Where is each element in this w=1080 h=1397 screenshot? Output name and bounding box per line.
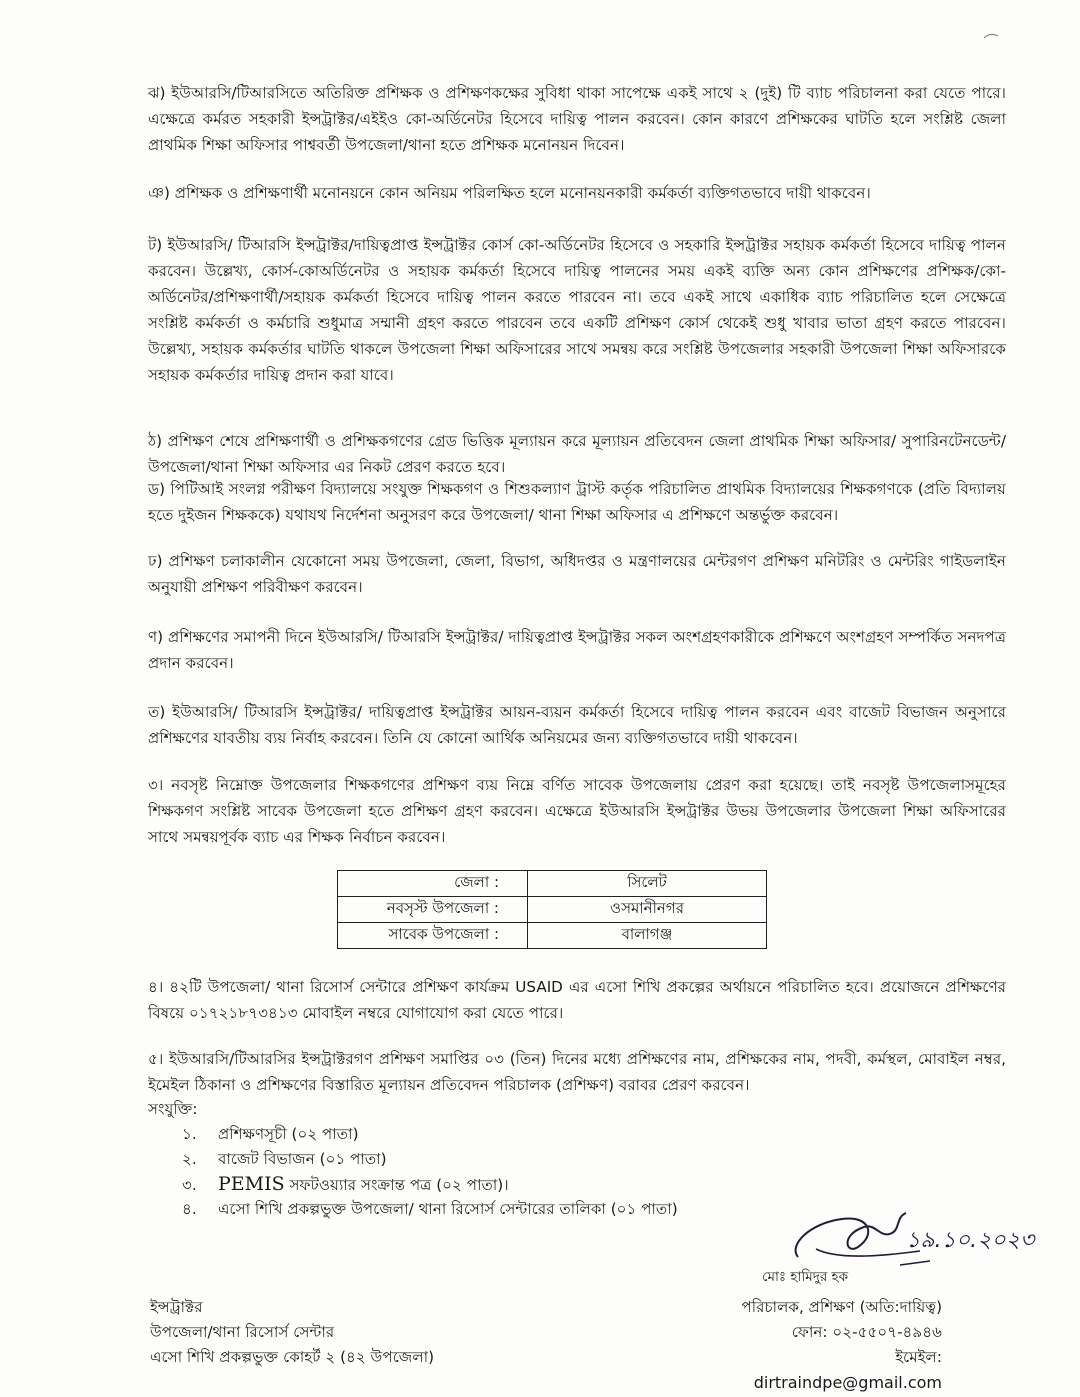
recipient-block [150, 1295, 434, 1370]
handwritten-signature [780, 1205, 1040, 1275]
email-label: ইমেইল: [895, 1348, 942, 1366]
item-number: ২. [182, 1150, 197, 1168]
table-row [338, 923, 767, 949]
item-text: এসো শিখি প্রকল্পভুক্ত উপজেলা/ থানা রিসোর্স সেন্টারের তালিকা (০১ পাতা) [218, 1200, 678, 1218]
paragraph-4: ৪। ৪২টি উপজেলা/ থানা রিসোর্স সেন্টারে প্রশিক্ষণ কার্যক্রম USAID এর এসো শিখি প্রকল্পের অর্থায়নে পরিচালিত হবে। প্রয়োজনে প্রশিক্ষণের বিষয়ে ০১৭২১৮৭৩৪১৩ মোবাইল নম্বরে যোগাযোগ করা যেতে পারে। [148, 978, 1006, 1022]
attachments-list [182, 1122, 678, 1222]
list-item [182, 1172, 678, 1197]
table-value: সিলেট [528, 871, 767, 897]
paragraph-ta: ট) ইউআরসি/ টিআরসি ইন্সট্রাক্টর/দায়িত্বপ্রাপ্ত ইন্সট্রাক্টর কোর্স কো-অর্ডিনেটর হিসেবে ও সহকারি ইন্সট্রাক্টর সহায়ক কর্মকর্তা হিসেবে দায়িত্ব পালন করবেন। উল্লেখ্য, কোর্স-কোঅর্ডিনেটর ও সহায়ক কর্মকর্তা হিসেবে দায়িত্ব পালনের সময় একই ব্যক্তি অন্য কোন প্রশিক্ষণের প্রশিক্ষক/কো-অর্ডিনেটর/প্রশিক্ষণার্থী/সহায়ক কর্মকর্তা হিসেবে দায়িত্ব পালন করতে পারবেন না। তবে একই সাথে একাধিক ব্যাচ পরিচালিত হলে সেক্ষেত্রে সংশ্লিষ্ট কর্মকর্তা ও কর্মচারি শুধুমাত্র সম্মানী গ্রহণ করতে পারবেন তবে একটি প্রশিক্ষণ কোর্স থেকেই শুধু খাবার ভাতা গ্রহণ করতে পারবেন। উল্লেখ্য, সহায়ক কর্মকর্তার ঘাটতি থাকলে উপজেলা শিক্ষা অফিসারের সাথে সমন্বয় করে সংশ্লিষ্ট উপজেলার সহকারী উপজেলা শিক্ষা অফিসারকে সহায়ক কর্মকর্তার দায়িত্ব প্রদান করা যাবে। [148, 236, 1006, 384]
sender-block [710, 1295, 942, 1396]
signatory-name: মোঃ হামিদুর হক [762, 1269, 849, 1285]
sender-designation: পরিচালক, প্রশিক্ষণ (অতি:দায়িত্ব) [741, 1298, 942, 1316]
item-text: প্রশিক্ষণসূচী (০২ পাতা) [218, 1125, 359, 1143]
sender-email-line [710, 1345, 942, 1396]
paragraph-jha: ঝ) ইউআরসি/টিআরসিতে অতিরিক্ত প্রশিক্ষক ও প্রশিক্ষণকক্ষের সুবিধা থাকা সাপেক্ষে একই সাথে ২ (দুই) টি ব্যাচ পরিচালনা করা যেতে পারে। এক্ষেত্রে কর্মরত সহকারী ইন্সট্রাক্টর/এইইও কো-অর্ডিনেটর হিসেবে দায়িত্ব পালন করবেন। কোন কারণে প্রশিক্ষকের ঘাটতি হলে সংশ্লিষ্ট জেলা প্রাথমিক শিক্ষা অফিসার পাশ্ববর্তী উপজেলা/থানা হতে প্রশিক্ষক মনোনয়ন দিবেন। [148, 84, 1006, 154]
table-key: জেলা : [338, 871, 528, 897]
paragraph-nya: ঞ) প্রশিক্ষক ও প্রশিক্ষণার্থী মনোনয়নে কোন অনিয়ম পরিলক্ষিত হলে মনোনয়নকারী কর্মকর্তা ব্যক্তিগতভাবে দায়ী থাকবেন। [148, 184, 871, 202]
paragraph-dha: ঢ) প্রশিক্ষণ চলাকালীন যেকোনো সময় উপজেলা, জেলা, বিভাগ, অধিদপ্তর ও মন্ত্রণালয়ের মেন্টরগণ প্রশিক্ষণ মনিটরিং ও মেন্টরিং গাইডলাইন অনুযায়ী প্রশিক্ষণ পরিবীক্ষণ করবেন। [148, 552, 1006, 596]
table-value: ওসমানীনগর [528, 897, 767, 923]
paragraph-5: ৫। ইউআরসি/টিআরসির ইন্সট্রাক্টরগণ প্রশিক্ষণ সমাপ্তির ০৩ (তিন) দিনের মধ্যে প্রশিক্ষণের নাম, প্রশিক্ষকের নাম, পদবী, কর্মস্থল, মোবাইল নম্বর, ইমেইল ঠিকানা ও প্রশিক্ষণের বিস্তারিত মূল্যায়ন প্রতিবেদন পরিচালক (প্রশিক্ষণ) বরাবর প্রেরণ করবেন। [148, 1050, 1006, 1094]
recipient-title: ইন্সট্রাক্টর [150, 1298, 203, 1316]
item-text: বাজেট বিভাজন (০১ পাতা) [218, 1150, 387, 1168]
paragraph-tha: ঠ) প্রশিক্ষণ শেষে প্রশিক্ষণার্থী ও প্রশিক্ষকগণের গ্রেড ভিত্তিক মূল্যায়ন করে মূল্যায়ন প্রতিবেদন জেলা প্রাথমিক শিক্ষা অফিসার/ সুপারিনটেনডেন্ট/ উপজেলা/থানা শিক্ষা অফিসার এর নিকট প্রেরণ করতে হবে। [148, 432, 1006, 476]
paragraph-na: ণ) প্রশিক্ষণের সমাপনী দিনে ইউআরসি/ টিআরসি ইন্সট্রাক্টর/ দায়িত্বপ্রাপ্ত ইন্সট্রাক্টর সকল অংশগ্রহণকারীকে প্রশিক্ষণে অংশগ্রহণ সম্পর্কিত সনদপত্র প্রদান করবেন। [148, 628, 1006, 672]
list-item [182, 1122, 678, 1147]
list-item [182, 1197, 678, 1222]
sender-phone: ফোন: ০২-৫৫০৭-৪৯৪৬ [791, 1323, 942, 1341]
paragraph-3: ৩। নবসৃষ্ট নিম্নোক্ত উপজেলার শিক্ষকগণের প্রশিক্ষণ ব্যয় নিম্নে বর্ণিত সাবেক উপজেলায় প্রেরণ করা হয়েছে। তাই নবসৃষ্ট উপজেলাসমূহের শিক্ষকগণ সংশ্লিষ্ট সাবেক উপজেলা হতে প্রশিক্ষণ গ্রহণ করবেন। এক্ষেত্রে ইউআরসি ইন্সট্রাক্টর উভয় উপজেলার উপজেলা শিক্ষা অফিসারের সাথে সমন্বয়পূর্বক ব্যাচ এর শিক্ষক নির্বাচন করবেন। [148, 776, 1006, 846]
item-number: ১. [182, 1125, 197, 1143]
item-number: ৩. [182, 1176, 197, 1194]
paragraph-ta-khanda: ত) ইউআরসি/ টিআরসি ইন্সট্রাক্টর/ দায়িত্বপ্রাপ্ত ইন্সট্রাক্টর আয়ন-ব্যয়ন কর্মকর্তা হিসেবে দায়িত্ব পালন করবেন এবং বাজেট বিভাজন অনুসারে প্রশিক্ষণের যাবতীয় ব্যয় নির্বাহ করবেন। তিনি যে কোনো আর্থিক অনিয়মের জন্য ব্যক্তিগতভাবে দায়ী থাকবেন। [148, 703, 1006, 747]
table-row [338, 897, 767, 923]
paragraph-da: ড) পিটিআই সংলগ্ন পরীক্ষণ বিদ্যালয়ে সংযুক্ত শিক্ষকগণ ও শিশুকল্যাণ ট্রাস্ট কর্তৃক পরিচালিত প্রাথমিক বিদ্যালয়ের শিক্ষকগণকে (প্রতি বিদ্যালয় হতে দুইজন শিক্ষককে) যথাযথ নির্দেশনা অনুসরণ করে উপজেলা/ থানা শিক্ষা অফিসার এ প্রশিক্ষণে অন্তর্ভুক্ত করবেন। [148, 480, 1006, 524]
attachments-heading: সংযুক্তি: [148, 1100, 198, 1118]
table-value: বালাগঞ্জ [528, 923, 767, 949]
recipient-project: এসো শিখি প্রকল্পভুক্ত কোহর্ট ২ (৪২ উপজেলা) [150, 1348, 435, 1366]
item-number: ৪. [182, 1200, 197, 1218]
sender-email: dirtraindpe@gmail.com [753, 1373, 942, 1392]
item-prefix: PEMIS [218, 1173, 285, 1195]
item-text: সফটওয়্যার সংক্রান্ত পত্র (০২ পাতা)। [284, 1176, 509, 1194]
recipient-office: উপজেলা/থানা রিসোর্স সেন্টার [150, 1323, 335, 1341]
corner-mark [982, 30, 1002, 42]
list-item [182, 1147, 678, 1172]
table-row [338, 871, 767, 897]
signature-date: ১৯.১০.২০২৩ [906, 1228, 1035, 1253]
upazila-table [337, 870, 767, 949]
table-key: সাবেক উপজেলা : [338, 923, 528, 949]
table-key: নবসৃস্ট উপজেলা : [338, 897, 528, 923]
